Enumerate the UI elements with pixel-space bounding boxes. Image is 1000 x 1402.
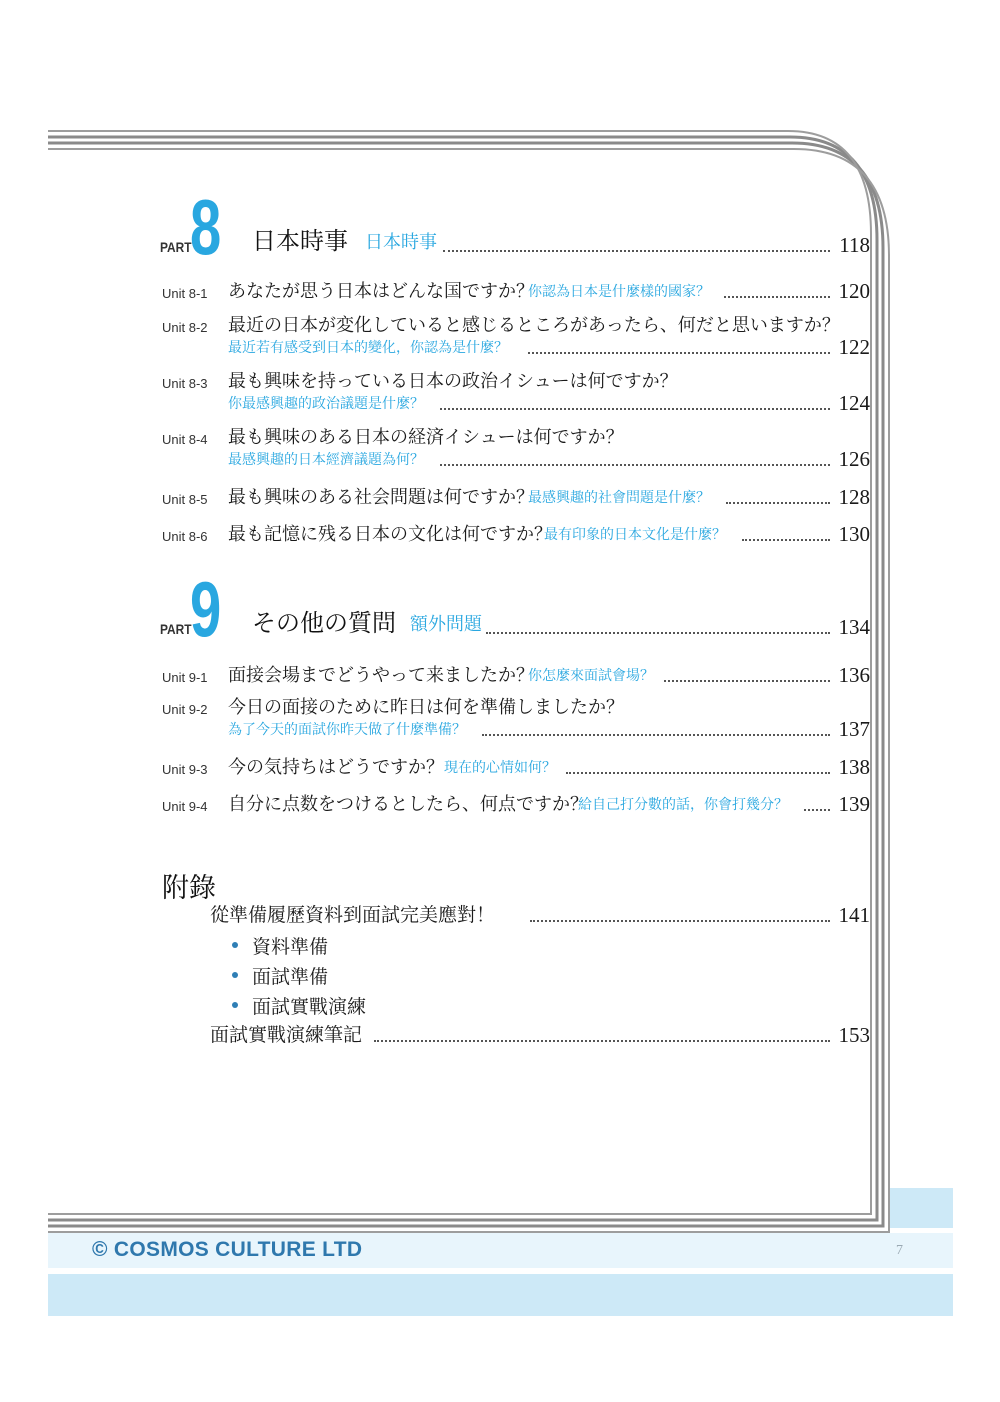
leader-dots: [443, 250, 830, 252]
page-ref: 138: [838, 755, 870, 779]
toc-row-unit-8-5[interactable]: [160, 484, 870, 512]
page-ref: 141: [838, 903, 870, 927]
unit-label: Unit 8-6: [162, 529, 208, 544]
appendix-entry-notes[interactable]: [160, 1022, 870, 1050]
question-zh: 為了今天的面試你昨天做了什麼準備？: [228, 722, 466, 738]
page-ref: 153: [838, 1023, 870, 1047]
footer-brand: © COSMOS CULTURE LTD: [92, 1238, 363, 1261]
unit-label: Unit 9-2: [162, 702, 208, 717]
leader-dots: [804, 809, 830, 811]
question-zh: 最感興趣的日本經濟議題為何？: [228, 452, 424, 468]
page-ref: 124: [838, 391, 870, 415]
appendix-title: 附錄: [162, 873, 216, 904]
page-ref: 122: [838, 335, 870, 359]
toc-row-unit-8-2-translation[interactable]: [160, 334, 870, 362]
unit-label: Unit 8-3: [162, 376, 208, 391]
bullet-dot: [232, 1002, 238, 1008]
footer-band-bottom: [48, 1274, 953, 1316]
toc-row-unit-8-6[interactable]: [160, 521, 870, 549]
appendix-entry-prep[interactable]: [160, 902, 870, 930]
leader-dots: [440, 408, 830, 410]
question-jp: 最も興味を持っている日本の政治イシューは何ですか？: [228, 371, 678, 392]
leader-dots: [742, 539, 830, 541]
question-zh: 現在的心情如何？: [444, 760, 556, 776]
appendix-bullet[interactable]: 面試準備: [252, 966, 329, 988]
question-zh: 最近若有感受到日本的變化，你認為是什麼？: [228, 340, 508, 356]
part-number: 8: [190, 183, 222, 271]
page-number: 7: [896, 1243, 903, 1258]
appendix-bullet[interactable]: 資料準備: [252, 936, 329, 958]
page-ref: 120: [838, 279, 870, 303]
appendix-bullet[interactable]: 面試實戰演練: [252, 996, 367, 1018]
unit-label: Unit 8-5: [162, 492, 208, 507]
question-zh: 你怎麼來面試會場？: [528, 668, 654, 684]
leader-dots: [528, 352, 830, 354]
part-8-heading[interactable]: [160, 183, 870, 271]
page-ref: 134: [838, 615, 870, 639]
part-9-heading[interactable]: [160, 565, 870, 653]
page-ref: 126: [838, 447, 870, 471]
part-number: 9: [190, 565, 222, 653]
part-label: PART: [160, 239, 192, 255]
leader-dots: [566, 772, 830, 774]
toc-row-unit-8-3-translation[interactable]: [160, 390, 870, 418]
question-zh: 最有印象的日本文化是什麼？: [544, 527, 726, 543]
question-zh: 你最感興趣的政治議題是什麼？: [228, 396, 424, 412]
leader-dots: [726, 502, 830, 504]
unit-label: Unit 9-1: [162, 670, 208, 685]
part-subtitle: 日本時事: [365, 232, 437, 253]
page-ref: 118: [839, 233, 870, 257]
question-jp: 面接会場までどうやって来ましたか？: [228, 665, 534, 686]
question-zh: 給自己打分數的話，你會打幾分？: [578, 797, 788, 813]
part-label: PART: [160, 621, 192, 637]
unit-label: Unit 8-2: [162, 320, 208, 335]
unit-label: Unit 9-4: [162, 799, 208, 814]
part-subtitle: 額外問題: [410, 614, 482, 635]
leader-dots: [664, 680, 830, 682]
question-jp: 最も興味のある社会問題は何ですか？: [228, 487, 534, 508]
question-zh: 最感興趣的社會問題是什麼？: [528, 490, 710, 506]
question-jp: あなたが思う日本はどんな国ですか？: [228, 281, 534, 302]
part-title: その他の質問: [252, 609, 396, 637]
leader-dots: [440, 464, 830, 466]
toc-row-unit-9-4[interactable]: [160, 791, 870, 819]
question-jp: 今日の面接のために昨日は何を準備しましたか？: [228, 697, 624, 718]
page-ref: 128: [838, 485, 870, 509]
question-jp: 最も記憶に残る日本の文化は何ですか？: [228, 524, 552, 545]
question-jp: 今の気持ちはどうですか？: [228, 757, 444, 778]
question-zh: 你認為日本是什麼樣的國家？: [528, 284, 710, 300]
toc-row-unit-8-1[interactable]: [160, 278, 870, 306]
leader-dots: [530, 920, 830, 922]
appendix-entry-text: 面試實戰演練筆記: [210, 1024, 363, 1046]
toc-row-unit-9-3[interactable]: [160, 754, 870, 782]
page-ref: 136: [838, 663, 870, 687]
bullet-dot: [232, 942, 238, 948]
question-jp: 自分に点数をつけるとしたら、何点ですか？: [228, 794, 588, 815]
page-ref: 130: [838, 522, 870, 546]
appendix-entry-text: 從準備履歷資料到面試完美應對！: [210, 904, 496, 926]
page-ref: 139: [838, 792, 870, 816]
part-title: 日本時事: [252, 227, 348, 255]
toc-row-unit-8-4-translation[interactable]: [160, 446, 870, 474]
leader-dots: [374, 1040, 830, 1042]
unit-label: Unit 8-1: [162, 286, 208, 301]
toc-row-unit-9-2-translation[interactable]: [160, 716, 870, 744]
toc-row-unit-9-1[interactable]: [160, 662, 870, 690]
footer-band-right: [890, 1188, 953, 1228]
leader-dots: [724, 296, 830, 298]
unit-label: Unit 9-3: [162, 762, 208, 777]
leader-dots: [486, 632, 830, 634]
unit-label: Unit 8-4: [162, 432, 208, 447]
page-ref: 137: [838, 717, 870, 741]
bullet-dot: [232, 972, 238, 978]
question-jp: 最近の日本が変化していると感じるところがあったら、何だと思いますか？: [228, 315, 840, 336]
leader-dots: [482, 734, 830, 736]
question-jp: 最も興味のある日本の経済イシューは何ですか？: [228, 427, 624, 448]
